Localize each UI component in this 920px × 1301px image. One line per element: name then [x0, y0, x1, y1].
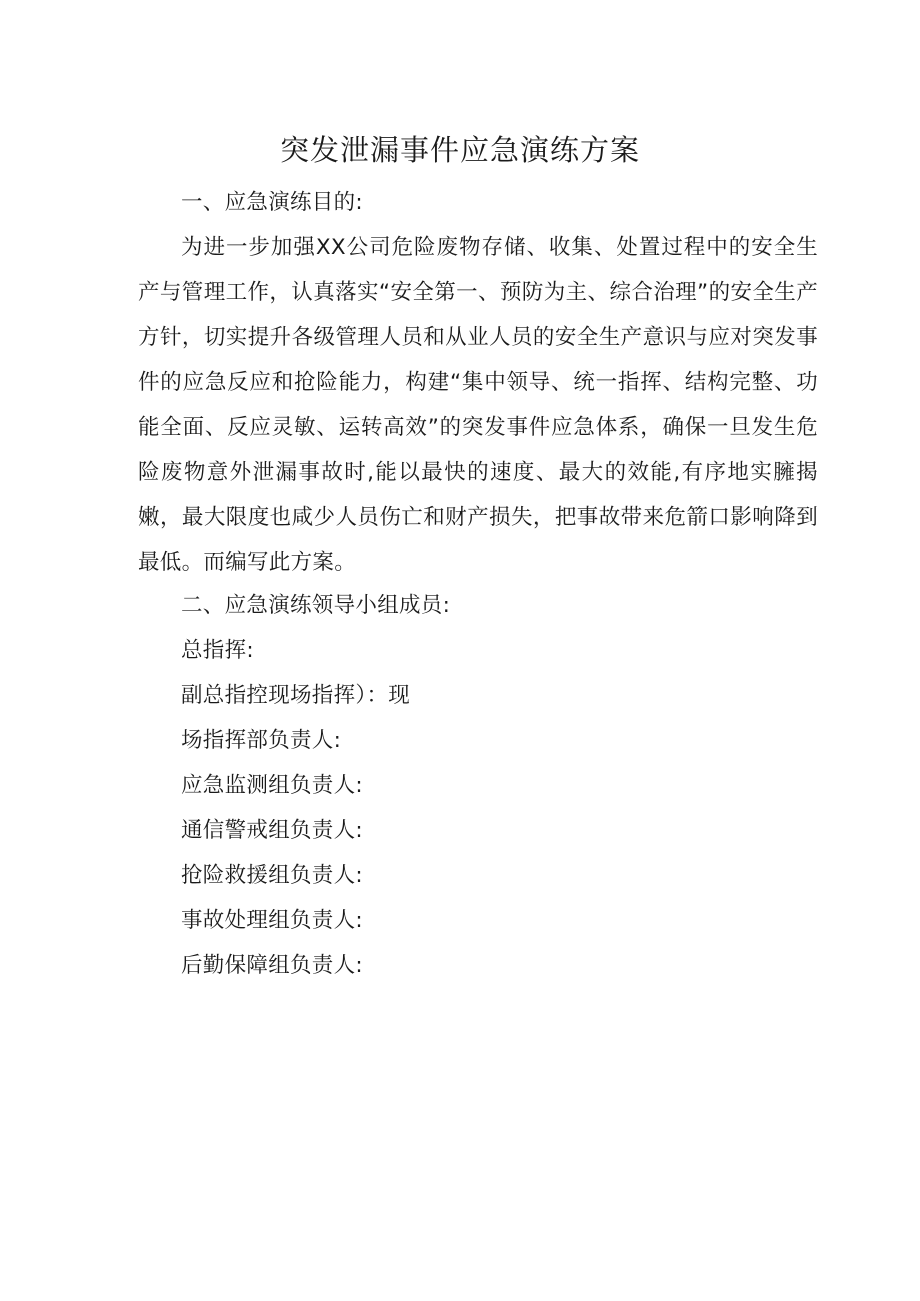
section-2-heading: 二、应急演练领导小组成员:	[181, 593, 451, 618]
role-commander: 总指挥:	[181, 638, 254, 663]
role-site-command-head: 场指挥部负责人:	[181, 728, 342, 753]
role-communication-alert-head: 通信警戒组负责人:	[181, 818, 363, 843]
document-title: 突发泄漏事件应急演练方案	[279, 133, 640, 167]
role-deputy-commander: 副总指控现场指挥）：现	[181, 683, 411, 708]
leadership-roles-list	[181, 628, 410, 988]
role-rescue-head: 抢险救援组负责人:	[181, 863, 363, 888]
section-1-heading: 一、应急演练目的:	[181, 190, 363, 215]
role-logistics-head: 后勤保障组负责人:	[181, 953, 363, 978]
section-1-paragraph: 为进一步加强XX公司危险废物存储、收集、处置过程中的安全生产与管理工作，认真落实“安全第一、预防为主、综合治理”的安全生产方针，切实提升各级管理人员和从业人员的安全生产意识与应对突发事件的应急反应和抢险能力，构建“集中领导、统一指挥、结构完整、功能全面、反应灵敏、运转高效”的突发事件应急体系，确保一旦发生危险废物意外泄漏事故时,能以最快的速度、最大的效能,有序地实臃揭嫩，最大限度也咸少人员伤亡和财产损失，把事故带来危箭口影响降到最低。而编写此方案。	[138, 235, 818, 575]
role-monitoring-head: 应急监测组负责人:	[181, 773, 363, 798]
role-accident-handling-head: 事故处理组负责人:	[181, 908, 363, 933]
